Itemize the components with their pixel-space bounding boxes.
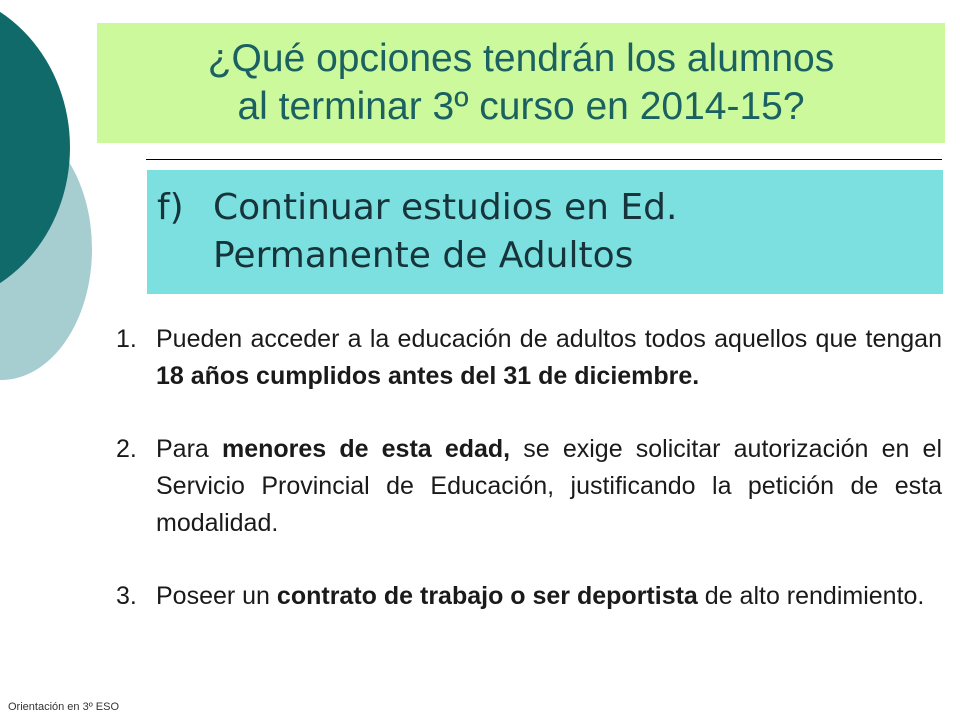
item-number: 2. [116, 435, 137, 463]
subtitle-banner [147, 170, 943, 294]
item-text: Poseer un [156, 582, 277, 610]
subtitle-text [213, 184, 677, 280]
divider-line [146, 159, 942, 160]
title-line-1: ¿Qué opciones tendrán los alumnos [207, 37, 835, 80]
slide-title [208, 35, 835, 131]
list-item [116, 321, 942, 395]
item-emphasis: menores de esta edad, [221, 435, 511, 463]
item-number: 3. [116, 582, 137, 610]
title-line-2: al terminar 3º curso en 2014-15? [237, 85, 805, 128]
item-text: de alto rendimiento. [697, 582, 925, 610]
item-text: Para [156, 435, 222, 463]
list-item [116, 431, 942, 542]
subtitle-line-1: Continuar estudios en Ed. [213, 187, 678, 228]
list-item [116, 578, 942, 615]
title-banner [97, 23, 945, 143]
item-emphasis: contrato de trabajo o ser deportista [276, 582, 698, 610]
subtitle-letter: f) [157, 187, 184, 228]
item-text: se exige solicitar autorización en el Servicio Provincial de Educación, justificando la petición de esta modalidad. [156, 435, 943, 537]
footer-text: Orientación en 3º ESO [8, 701, 120, 713]
item-number: 1. [116, 325, 137, 353]
item-text: Pueden acceder a la educación de adultos todos aquellos que tengan [156, 325, 942, 353]
item-emphasis: 18 años cumplidos antes del 31 de diciembre. [156, 362, 700, 390]
requirements-list [116, 321, 942, 615]
subtitle-line-2: Permanente de Adultos [213, 235, 634, 276]
